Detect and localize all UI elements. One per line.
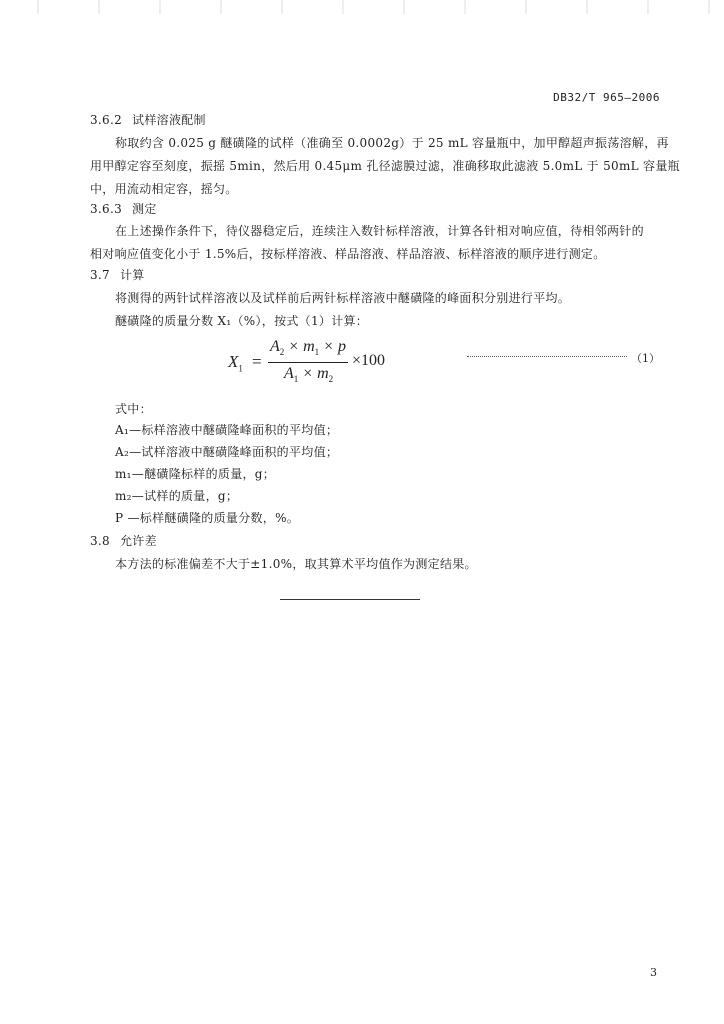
where-item: m₁—醚磺隆标样的质量，g； [115,467,276,481]
heading-3-7 [90,266,145,283]
where-item: P —标样醚磺隆的质量分数，%。 [115,511,300,525]
heading-title: 允许差 [119,534,157,548]
paragraph-line: 相对响应值变化小于 1.5%后，按标样溶液、样品溶液、样品溶液、标样溶液的顺序进行测定。 [90,247,606,261]
where-item: m₂—试样的质量，g； [115,489,239,503]
fraction-bar [268,362,348,363]
heading-number: 3.6.2 [90,113,123,127]
heading-title: 计算 [119,268,145,282]
paragraph-line: 将测得的两针试样溶液以及试样前后两针标样溶液中醚磺隆的峰面积分别进行平均。 [115,291,571,305]
formula-equals: = [252,352,262,371]
where-item: A₁—标样溶液中醚磺隆峰面积的平均值； [115,423,339,437]
formula-denominator: $A_1 \times m_2$ [284,365,334,385]
formula-times-100: ×100 [352,352,386,369]
paragraph-line: 在上述操作条件下，待仪器稳定后，连续注入数针标样溶液，计算各针相对响应值，待相邻两针的 [115,224,644,238]
formula-lhs: $X_1$ [228,352,243,374]
equation-number: （1） [631,352,660,365]
heading-3-6-2 [90,111,206,128]
paragraph-line: 称取约含 0.025 g 醚磺隆的试样（准确至 0.0002g）于 25 mL 容量瓶中，加甲醇超声振荡溶解，再 [115,136,669,150]
where-label: 式中： [115,402,152,416]
formula-numerator: $A_2 \times m_1 \times p$ [270,338,346,358]
scan-noise [0,0,724,14]
formula-1 [228,338,398,388]
paragraph-line: 本方法的标准偏差不大于±1.0%，取其算术平均值作为测定结果。 [115,557,477,571]
document-code: DB32/T 965—2006 [553,91,660,104]
paragraph-line: 用甲醇定容至刻度，振摇 5min，然后用 0.45μm 孔径滤膜过滤，准确移取此滤液 5.0mL 于 50mL 容量瓶 [90,159,680,173]
paragraph-line: 醚磺隆的质量分数 X₁（%），按式（1）计算： [115,314,369,328]
end-rule [280,599,420,600]
paragraph-line: 中，用流动相定容，摇匀。 [90,182,238,196]
heading-number: 3.7 [90,268,110,282]
page-number: 3 [650,966,657,979]
heading-number: 3.6.3 [90,202,123,216]
leader-dots [467,356,627,357]
heading-3-8 [90,532,157,549]
where-item: A₂—试样溶液中醚磺隆峰面积的平均值； [115,445,339,459]
heading-title: 测定 [132,202,157,216]
heading-3-6-3 [90,200,157,217]
heading-title: 试样溶液配制 [132,113,206,127]
heading-number: 3.8 [90,534,110,548]
